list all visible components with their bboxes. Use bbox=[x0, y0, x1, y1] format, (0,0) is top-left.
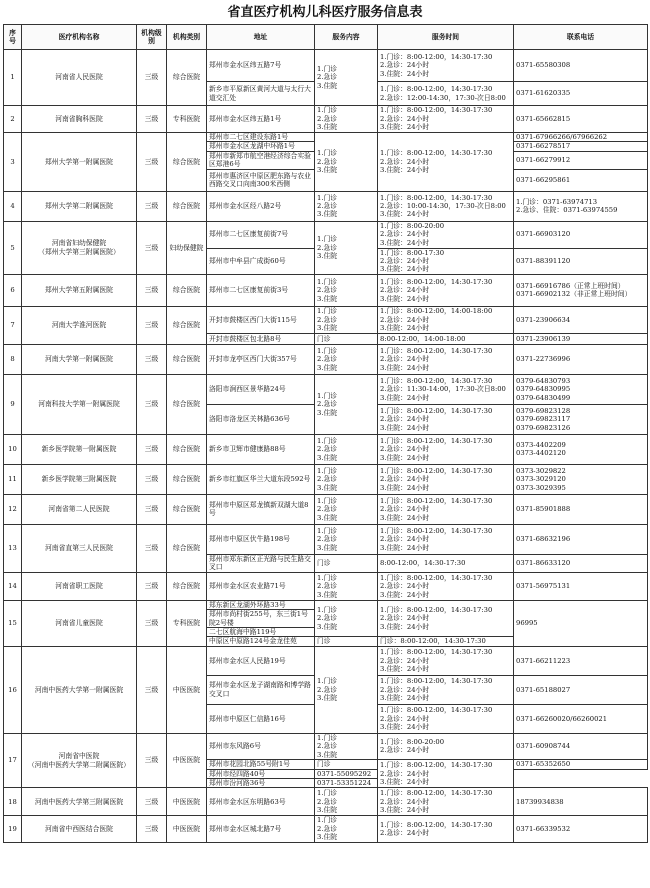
cell-time: 1.门诊：8:00-12:00，14:30-17:30 2.急诊：24小时 3.住院：24小时 bbox=[378, 704, 514, 733]
cell-phone: 0379-69823128 0379-69823117 0379-69823126 bbox=[514, 404, 648, 434]
cell-time: 1.门诊：8:00-12:00，14:30-17:30 2.急诊：24小时 3.住院：24小时 bbox=[378, 464, 514, 494]
cell-level: 三级 bbox=[137, 464, 167, 494]
cell-time: 1.门诊：8:00-12:00，14:30-17:30 2.急诊：24小时 3.住院：24小时 bbox=[378, 50, 514, 82]
cell-type: 专科医院 bbox=[167, 600, 207, 646]
cell-hospital-name: 郑州大学第二附属医院 bbox=[22, 191, 137, 221]
cell-service: 门诊 bbox=[315, 333, 378, 344]
cell-service: 1.门诊 2.急诊 3.住院 bbox=[315, 106, 378, 133]
cell-phone: 0379-64830793 0379-64830995 0379-64830499 bbox=[514, 374, 648, 404]
cell-type: 综合医院 bbox=[167, 344, 207, 374]
cell-phone: 0373-4402209 0373-4402120 bbox=[514, 434, 648, 464]
table-row bbox=[4, 464, 648, 494]
cell-no: 5 bbox=[4, 221, 22, 274]
cell-phone: 0371-86633120 bbox=[514, 554, 648, 572]
cell-hospital-name: 河南大学第一附属医院 bbox=[22, 344, 137, 374]
cell-type: 综合医院 bbox=[167, 306, 207, 344]
cell-level: 三级 bbox=[137, 788, 167, 816]
header-phone: 联系电话 bbox=[514, 25, 648, 50]
cell-phone: 0371-66916786（正常上班时间） 0371-66902132（非正常上班时间） bbox=[514, 274, 648, 306]
cell-service: 1.门诊 2.急诊 3.住院 bbox=[315, 306, 378, 333]
cell-address: 郑州市金水区城北路7号 bbox=[207, 816, 315, 842]
cell-type: 专科医院 bbox=[167, 106, 207, 133]
cell-service: 1.门诊 2.急诊 3.住院 bbox=[315, 434, 378, 464]
cell-address: 新乡市平原新区黄河大道与太行大道交汇处 bbox=[207, 82, 315, 106]
cell-hospital-name: 河南大学淮河医院 bbox=[22, 306, 137, 344]
cell-no: 3 bbox=[4, 133, 22, 192]
table-row bbox=[4, 274, 648, 306]
cell-phone: 0371-23906139 bbox=[514, 333, 648, 344]
header-level: 机构级别 bbox=[137, 25, 167, 50]
cell-address: 郑州市二七区康复前街3号 bbox=[207, 274, 315, 306]
cell-level: 三级 bbox=[137, 600, 167, 646]
cell-phone: 18739934838 bbox=[514, 788, 648, 816]
cell-hospital-name: 河南省人民医院 bbox=[22, 50, 137, 106]
cell-phone: 0371-88391120 bbox=[514, 248, 648, 274]
cell-type: 中医医院 bbox=[167, 788, 207, 816]
cell-no: 9 bbox=[4, 374, 22, 434]
cell-phone: 0371-22736996 bbox=[514, 344, 648, 374]
cell-time: 1.门诊：8:00-12:00，14:30-17:30 2.急诊：24小时 3.住院：24小时 bbox=[378, 344, 514, 374]
cell-address: 郑州市金水区龙湖中环路1号 bbox=[207, 142, 315, 151]
cell-address: 郑州市汾河路36号 bbox=[207, 778, 315, 787]
cell-no: 11 bbox=[4, 464, 22, 494]
cell-phone: 1.门诊：0371-63974713 2.急诊、住院：0371-63974559 bbox=[514, 191, 648, 221]
cell-address: 郑州市郑东新区正光路与民生路交叉口 bbox=[207, 554, 315, 572]
cell-time: 门诊：8:00-12:00，14:30-17:30 bbox=[378, 637, 514, 646]
cell-time: 1.门诊：8:00-12:00，14:30-17:30 2.急诊：24小时 3.住院：24小时 bbox=[378, 572, 514, 600]
cell-phone: 0371-65352650 bbox=[514, 760, 648, 769]
cell-time: 1.门诊：8:00-12:00，14:00-18:00 2.急诊：24小时 3.住院：24小时 bbox=[378, 306, 514, 333]
cell-type: 综合医院 bbox=[167, 434, 207, 464]
table-row bbox=[4, 221, 648, 248]
table-header-row bbox=[4, 25, 648, 50]
table-row bbox=[4, 191, 648, 221]
cell-address: 郑东新区龙湖外环路33号 bbox=[207, 600, 315, 609]
cell-hospital-name: 郑州大学第一附属医院 bbox=[22, 133, 137, 192]
cell-address: 郑州市金水区人民路19号 bbox=[207, 646, 315, 675]
cell-no: 8 bbox=[4, 344, 22, 374]
cell-phone: 0371-65188027 bbox=[514, 675, 648, 704]
cell-service: 1.门诊 2.急诊 3.住院 bbox=[315, 133, 378, 192]
cell-hospital-name: 郑州大学第五附属医院 bbox=[22, 274, 137, 306]
cell-phone: 0371-68632196 bbox=[514, 524, 648, 554]
cell-service: 1.门诊 2.急诊 3.住院 bbox=[315, 191, 378, 221]
cell-hospital-name: 河南中医药大学第一附属医院 bbox=[22, 646, 137, 733]
cell-service: 1.门诊 2.急诊 3.住院 bbox=[315, 572, 378, 600]
cell-level: 三级 bbox=[137, 221, 167, 274]
table-row bbox=[4, 344, 648, 374]
table-row bbox=[4, 788, 648, 816]
cell-type: 综合医院 bbox=[167, 133, 207, 192]
header-no: 序号 bbox=[4, 25, 22, 50]
cell-address: 郑州市花园北路55号附1号 bbox=[207, 760, 315, 769]
header-service: 服务内容 bbox=[315, 25, 378, 50]
table-row bbox=[4, 572, 648, 600]
cell-no: 18 bbox=[4, 788, 22, 816]
cell-time: 1.门诊：8:00-12:00，14:30-17:30 2.急诊：24小时 3.住院：24小时 bbox=[378, 434, 514, 464]
cell-hospital-name: 河南省儿童医院 bbox=[22, 600, 137, 646]
cell-service: 1.门诊 2.急诊 3.住院 bbox=[315, 524, 378, 554]
cell-time: 1.门诊：8:00-20:00 2.急诊：24小时 bbox=[378, 733, 514, 759]
cell-address: 郑州市金水区经八路2号 bbox=[207, 191, 315, 221]
cell-address: 开封市龙亭区西门大街357号 bbox=[207, 344, 315, 374]
table-row bbox=[4, 106, 648, 133]
cell-address: 郑州市金水区龙子湖南路和博学路交叉口 bbox=[207, 675, 315, 704]
table-row bbox=[4, 646, 648, 675]
table-row bbox=[4, 524, 648, 554]
cell-address: 郑州市东风路6号 bbox=[207, 733, 315, 759]
cell-phone: 0371-55095292 bbox=[315, 769, 378, 778]
cell-phone: 0371-66279912 bbox=[514, 151, 648, 169]
cell-type: 综合医院 bbox=[167, 191, 207, 221]
cell-address: 郑州市中原区伏牛路198号 bbox=[207, 524, 315, 554]
cell-hospital-name: 河南科技大学第一附属医院 bbox=[22, 374, 137, 434]
cell-phone: 0371-56975131 bbox=[514, 572, 648, 600]
cell-time: 1.门诊：8:00-12:00，14:30-17:30 2.急诊：24小时 3.住院：24小时 bbox=[378, 675, 514, 704]
cell-service: 门诊 bbox=[315, 760, 378, 769]
cell-address: 郑州市金水区东明路63号 bbox=[207, 788, 315, 816]
cell-level: 三级 bbox=[137, 524, 167, 572]
cell-service: 1.门诊 2.急诊 3.住院 bbox=[315, 600, 378, 637]
cell-address: 洛阳市洛龙区关林路636号 bbox=[207, 404, 315, 434]
cell-level: 三级 bbox=[137, 816, 167, 842]
cell-phone: 0371-66295861 bbox=[514, 169, 648, 191]
cell-service: 1.门诊 2.急诊 3.住院 bbox=[315, 788, 378, 816]
cell-type: 综合医院 bbox=[167, 494, 207, 524]
cell-hospital-name: 河南中医药大学第三附属医院 bbox=[22, 788, 137, 816]
cell-service: 1.门诊 2.急诊 3.住院 bbox=[315, 344, 378, 374]
cell-address: 开封市鼓楼区包北路8号 bbox=[207, 333, 315, 344]
cell-address: 开封市鼓楼区西门大街115号 bbox=[207, 306, 315, 333]
cell-time: 1.门诊：8:00-12:00，14:30-17:30 2.急诊：24小时 3.住院：24小时 bbox=[378, 760, 514, 788]
cell-type: 中医医院 bbox=[167, 733, 207, 787]
cell-address: 郑州市金水区纬五路7号 bbox=[207, 50, 315, 82]
cell-level: 三级 bbox=[137, 434, 167, 464]
cell-phone: 0371-85901888 bbox=[514, 494, 648, 524]
cell-no: 19 bbox=[4, 816, 22, 842]
cell-address: 二七区航海中路119号 bbox=[207, 628, 315, 637]
cell-phone: 96995 bbox=[514, 600, 648, 646]
cell-address: 洛阳市涧西区景华路24号 bbox=[207, 374, 315, 404]
table-row bbox=[4, 434, 648, 464]
cell-time: 1.门诊：8:00-12:00，14:30-17:30 2.急诊：24小时 3.住院：24小时 bbox=[378, 106, 514, 133]
cell-hospital-name: 河南省第二人民医院 bbox=[22, 494, 137, 524]
cell-time: 1.门诊：8:00-17:30 2.急诊：24小时 3.住院：24小时 bbox=[378, 248, 514, 274]
cell-time: 8:00-12:00，14:00-18:00 bbox=[378, 333, 514, 344]
table-row bbox=[4, 494, 648, 524]
cell-level: 三级 bbox=[137, 494, 167, 524]
cell-address: 郑州市新郑市航空港经济综合实验区郑港6号 bbox=[207, 151, 315, 169]
cell-hospital-name: 河南省中医院 （河南中医药大学第二附属医院） bbox=[22, 733, 137, 787]
cell-service: 1.门诊 2.急诊 3.住院 bbox=[315, 464, 378, 494]
cell-address: 郑州市中牟县广成街60号 bbox=[207, 248, 315, 274]
cell-no: 16 bbox=[4, 646, 22, 733]
cell-time: 1.门诊：8:00-12:00，14:30-17:30 2.急诊：12:00-14:30，17:30-次日8:00 bbox=[378, 82, 514, 106]
cell-no: 4 bbox=[4, 191, 22, 221]
cell-time: 1.门诊：8:00-12:00，14:30-17:30 2.急诊：24小时 bbox=[378, 816, 514, 842]
table-row bbox=[4, 306, 648, 333]
cell-hospital-name: 新乡医学院第一附属医院 bbox=[22, 434, 137, 464]
cell-address: 郑州市中原区郑龙镇新双湖大道8号 bbox=[207, 494, 315, 524]
cell-time: 8:00-12:00，14:30-17:30 bbox=[378, 554, 514, 572]
cell-hospital-name: 河南省职工医院 bbox=[22, 572, 137, 600]
cell-phone: 0371-67966266/67966262 bbox=[514, 133, 648, 142]
cell-level: 三级 bbox=[137, 374, 167, 434]
cell-type: 中医医院 bbox=[167, 646, 207, 733]
cell-level: 三级 bbox=[137, 50, 167, 106]
cell-time: 1.门诊：8:00-12:00，14:30-17:30 2.急诊：24小时 3.住院：24小时 bbox=[378, 494, 514, 524]
cell-address: 郑州市金水区农业路71号 bbox=[207, 572, 315, 600]
cell-type: 综合医院 bbox=[167, 464, 207, 494]
table-row bbox=[4, 816, 648, 842]
table-row bbox=[4, 733, 648, 759]
cell-level: 三级 bbox=[137, 344, 167, 374]
header-address: 地址 bbox=[207, 25, 315, 50]
cell-no: 17 bbox=[4, 733, 22, 787]
cell-phone: 0373-3029822 0373-3029120 0373-3029395 bbox=[514, 464, 648, 494]
cell-no: 2 bbox=[4, 106, 22, 133]
cell-service: 门诊 bbox=[315, 554, 378, 572]
table-row bbox=[4, 600, 648, 609]
header-time: 服务时间 bbox=[378, 25, 514, 50]
cell-service: 1.门诊 2.急诊 3.住院 bbox=[315, 733, 378, 759]
cell-time: 1.门诊：8:00-12:00，14:30-17:30 2.急诊：24小时 3.住院：24小时 bbox=[378, 133, 514, 192]
cell-address: 郑州市尚村街255号，东三街1号院2号楼 bbox=[207, 610, 315, 628]
table-row bbox=[4, 133, 648, 142]
cell-time: 1.门诊：8:00-12:00，14:30-17:30 2.急诊：24小时 3.住院：24小时 bbox=[378, 274, 514, 306]
cell-phone: 0371-61620335 bbox=[514, 82, 648, 106]
cell-no: 12 bbox=[4, 494, 22, 524]
cell-hospital-name: 河南省妇幼保健院 （郑州大学第三附属医院） bbox=[22, 221, 137, 274]
cell-level: 三级 bbox=[137, 133, 167, 192]
cell-phone: 0371-65662815 bbox=[514, 106, 648, 133]
cell-phone: 0371-66339532 bbox=[514, 816, 648, 842]
cell-phone: 0371-60908744 bbox=[514, 733, 648, 759]
cell-time: 1.门诊：8:00-12:00，14:30-17:30 2.急诊：24小时 3.住院：24小时 bbox=[378, 646, 514, 675]
hospital-table bbox=[3, 24, 648, 843]
cell-service: 1.门诊 2.急诊 3.住院 bbox=[315, 274, 378, 306]
cell-time: 1.门诊：8:00-12:00，14:30-17:30 2.急诊：24小时 3.住院：24小时 bbox=[378, 404, 514, 434]
cell-time: 1.门诊：8:00-20:00 2.急诊：24小时 3.住院：24小时 bbox=[378, 221, 514, 248]
cell-service: 1.门诊 2.急诊 3.住院 bbox=[315, 816, 378, 842]
cell-address: 郑州市惠济区中原区肥东路与农业西路交叉口向南300米西侧 bbox=[207, 169, 315, 191]
cell-type: 综合医院 bbox=[167, 524, 207, 572]
cell-time: 1.门诊：8:00-12:00，14:30-17:30 2.急诊：24小时 3.住院：24小时 bbox=[378, 524, 514, 554]
cell-level: 三级 bbox=[137, 733, 167, 787]
page-title: 省直医疗机构儿科医疗服务信息表 bbox=[227, 5, 423, 20]
cell-time: 1.门诊：8:00-12:00，14:30-17:30 2.急诊：10:00-14:30，17:30-次日8:00 3.住院：24小时 bbox=[378, 191, 514, 221]
cell-address: 中原区中原路124号金龙佳苑 bbox=[207, 637, 315, 646]
cell-phone: 0371-66278517 bbox=[514, 142, 648, 151]
cell-no: 13 bbox=[4, 524, 22, 572]
cell-type: 妇幼保健院 bbox=[167, 221, 207, 274]
cell-level: 三级 bbox=[137, 572, 167, 600]
cell-no: 1 bbox=[4, 50, 22, 106]
cell-no: 6 bbox=[4, 274, 22, 306]
cell-no: 7 bbox=[4, 306, 22, 344]
cell-type: 综合医院 bbox=[167, 274, 207, 306]
cell-phone: 0371-66211223 bbox=[514, 646, 648, 675]
cell-type: 中医医院 bbox=[167, 816, 207, 842]
cell-type: 综合医院 bbox=[167, 50, 207, 106]
cell-level: 三级 bbox=[137, 306, 167, 344]
cell-hospital-name: 新乡医学院第三附属医院 bbox=[22, 464, 137, 494]
cell-service: 1.门诊 2.急诊 3.住院 bbox=[315, 646, 378, 733]
table-body bbox=[4, 50, 648, 843]
cell-address: 郑州市中原区仁信路16号 bbox=[207, 704, 315, 733]
cell-level: 三级 bbox=[137, 106, 167, 133]
cell-no: 15 bbox=[4, 600, 22, 646]
cell-service: 门诊 bbox=[315, 637, 378, 646]
cell-level: 三级 bbox=[137, 274, 167, 306]
table-row bbox=[4, 50, 648, 82]
cell-time: 1.门诊：8:00-12:00，14:30-17:30 2.急诊：11:30-14:00，17:30-次日8:00 3.住院：24小时 bbox=[378, 374, 514, 404]
cell-phone: 0371-23906634 bbox=[514, 306, 648, 333]
header-type: 机构类别 bbox=[167, 25, 207, 50]
cell-level: 三级 bbox=[137, 646, 167, 733]
cell-hospital-name: 河南省中西医结合医院 bbox=[22, 816, 137, 842]
cell-time: 1.门诊：8:00-12:00，14:30-17:30 2.急诊：24小时 3.住院：24小时 bbox=[378, 600, 514, 637]
cell-address: 郑州市经四路40号 bbox=[207, 769, 315, 778]
cell-type: 综合医院 bbox=[167, 374, 207, 434]
cell-service: 1.门诊 2.急诊 3.住院 bbox=[315, 221, 378, 274]
cell-address: 新乡市红旗区华兰大道东段592号 bbox=[207, 464, 315, 494]
cell-address: 郑州市二七区建设东路1号 bbox=[207, 133, 315, 142]
cell-service: 1.门诊 2.急诊 3.住院 bbox=[315, 494, 378, 524]
cell-type: 综合医院 bbox=[167, 572, 207, 600]
cell-phone: 0371-65580308 bbox=[514, 50, 648, 82]
cell-no: 10 bbox=[4, 434, 22, 464]
cell-phone: 0371-53351224 bbox=[315, 778, 378, 787]
cell-address: 新乡市卫辉市健康路88号 bbox=[207, 434, 315, 464]
cell-phone: 0371-66903120 bbox=[514, 221, 648, 248]
cell-hospital-name: 河南省胸科医院 bbox=[22, 106, 137, 133]
cell-address: 郑州市二七区康复前街7号 bbox=[207, 221, 315, 248]
cell-time: 1.门诊：8:00-12:00，14:30-17:30 2.急诊：24小时 3.住院：24小时 bbox=[378, 788, 514, 816]
cell-level: 三级 bbox=[137, 191, 167, 221]
cell-address: 郑州市金水区纬五路1号 bbox=[207, 106, 315, 133]
cell-phone: 0371-66260020/66260021 bbox=[514, 704, 648, 733]
cell-hospital-name: 河南省直第三人民医院 bbox=[22, 524, 137, 572]
header-name: 医疗机构名称 bbox=[22, 25, 137, 50]
cell-service: 1.门诊 2.急诊 3.住院 bbox=[315, 50, 378, 106]
cell-service: 1.门诊 2.急诊 3.住院 bbox=[315, 374, 378, 434]
table-row bbox=[4, 374, 648, 404]
cell-no: 14 bbox=[4, 572, 22, 600]
